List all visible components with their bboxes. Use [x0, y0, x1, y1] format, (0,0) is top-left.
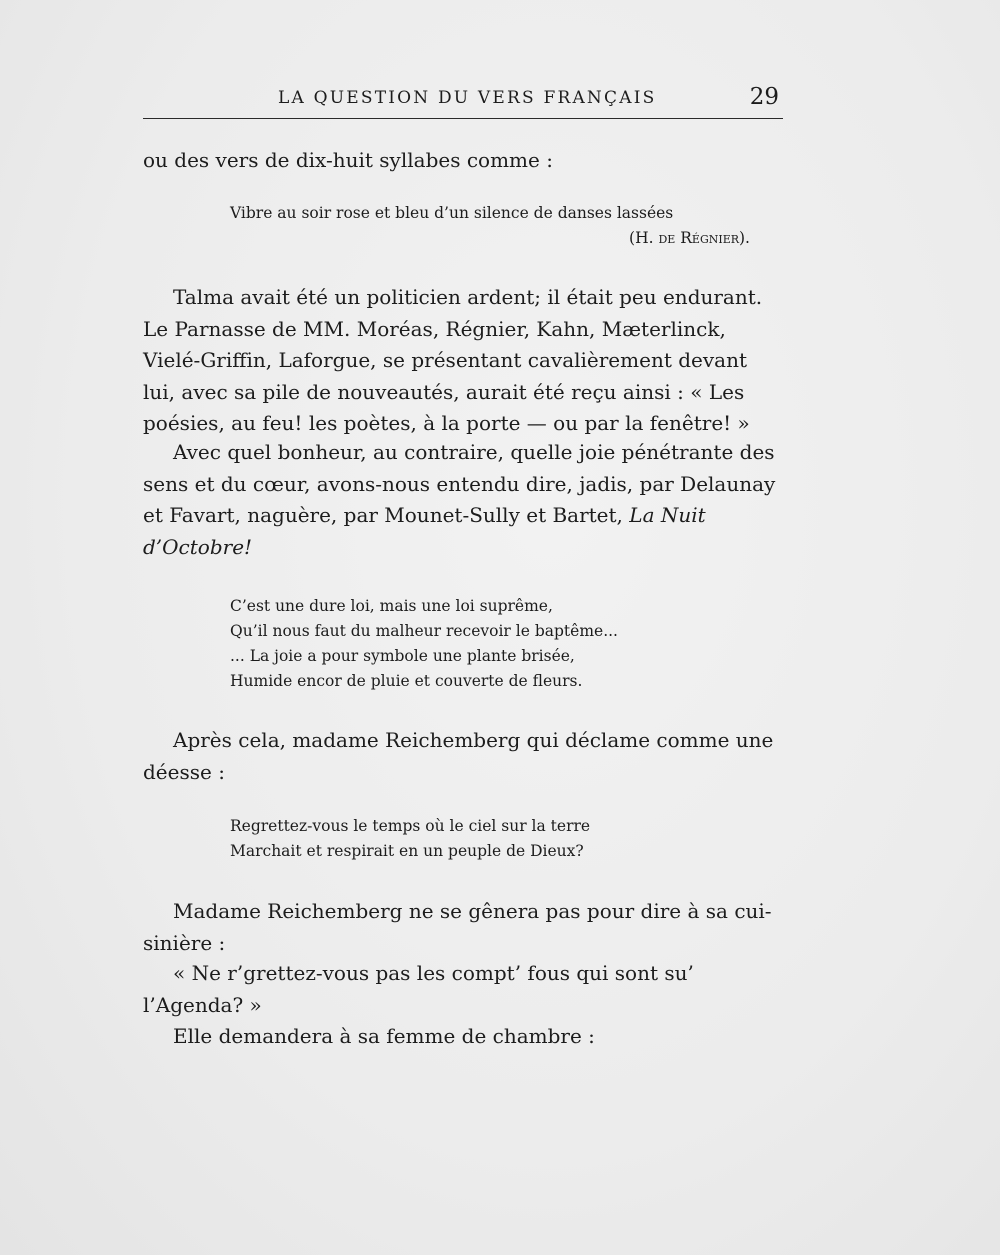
text-line: poésies, au feu! les poètes, à la porte — ou par la fenêtre! » — [143, 411, 750, 435]
running-title: LA QUESTION DU VERS FRANÇAIS — [278, 88, 657, 108]
text-line: déesse : — [143, 759, 225, 784]
text-line: Avec quel bonheur, au contraire, quelle joie pénétrante des — [173, 440, 775, 464]
verse-line: Qu’il nous faut du malheur recevoir le baptême... — [230, 622, 618, 640]
page-number: 29 — [749, 84, 779, 110]
text-line: « Ne r’grettez-vous pas les compt’ fous qui sont su’ — [173, 961, 694, 985]
text-line: sinière : — [143, 930, 226, 955]
work-title: La Nuit — [629, 503, 706, 527]
attribution: (H. de Régnier). — [629, 229, 750, 247]
work-title-continued: d’Octobre! — [143, 534, 253, 559]
verse-line: Humide encor de pluie et couverte de fleurs. — [230, 672, 583, 690]
text-line: Talma avait été un politicien ardent; il était peu endurant. — [173, 285, 763, 309]
verse-quote-dieux — [230, 814, 760, 864]
verse-quote-regnier — [230, 201, 760, 251]
verse-line: C’est une dure loi, mais une loi suprême, — [230, 597, 553, 615]
text-line: ou des vers de dix-huit syllabes comme : — [143, 148, 553, 172]
paragraph-talma — [143, 282, 783, 440]
paragraph-bonheur — [143, 437, 783, 563]
paragraph-elle — [143, 1021, 783, 1053]
verse-line: ... La joie a pour symbole une plante brisée, — [230, 647, 575, 665]
paragraph-apres — [143, 725, 783, 788]
text-line: Le Parnasse de MM. Moréas, Régnier, Kahn, Mæterlinck, — [143, 316, 726, 341]
paragraph-gener — [143, 896, 783, 959]
verse-quote-musset — [230, 594, 760, 694]
text-line: Vielé-Griffin, Laforgue, se présentant cavalièrement devant — [143, 348, 747, 372]
text-line: Elle demandera à sa femme de chambre : — [173, 1024, 595, 1048]
text-line — [143, 500, 783, 532]
verse-line: Marchait et respirait en un peuple de Dieux? — [230, 842, 584, 860]
text-line: Madame Reichemberg ne se gênera pas pour dire à sa cui- — [173, 899, 772, 923]
verse-line: Vibre au soir rose et bleu d’un silence de danses lassées — [230, 204, 674, 222]
text-line: sens et du cœur, avons-nous entendu dire, jadis, par Delaunay — [143, 471, 776, 496]
verse-line: Regrettez-vous le temps où le ciel sur la terre — [230, 817, 591, 835]
text-line: l’Agenda? » — [143, 992, 262, 1017]
paragraph-regrettez — [143, 958, 783, 1021]
text-line: Après cela, madame Reichemberg qui déclame comme une — [173, 728, 774, 752]
running-header — [143, 86, 783, 119]
intro-paragraph — [143, 145, 783, 177]
text-line: lui, avec sa pile de nouveautés, aurait été reçu ainsi : « Les — [143, 379, 745, 404]
text-segment: et Favart, naguère, par Mounet-Sully et Bartet, — [143, 503, 623, 527]
